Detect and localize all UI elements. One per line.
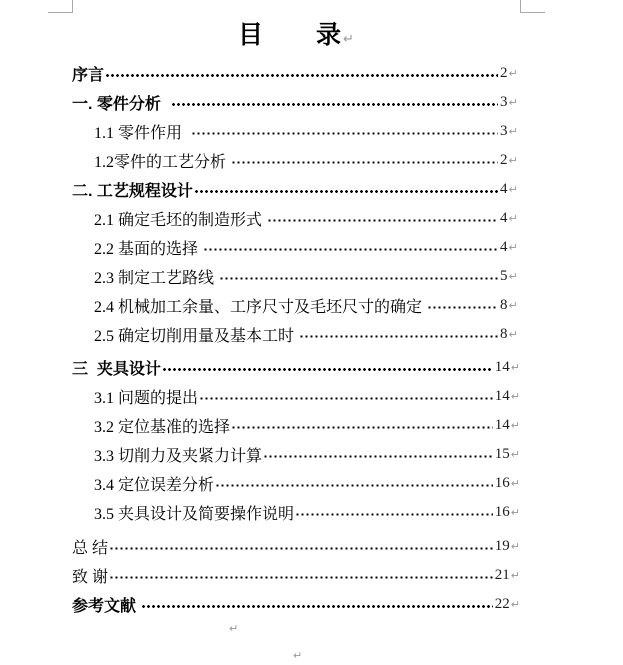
toc-title-row[interactable] (72, 18, 520, 52)
page-number-wrap (500, 210, 520, 227)
paragraph-mark-icon: ↵ (508, 328, 518, 341)
dot-leader (199, 382, 493, 411)
dot-leader (427, 291, 498, 320)
page-number: 16 (494, 475, 510, 491)
toc-entry[interactable] (72, 590, 520, 619)
page-number: 5 (500, 268, 508, 284)
page-number: 14 (494, 417, 510, 433)
toc-entry-label: 3.3 切削力及夹紧力计算 (94, 448, 263, 465)
toc-content (72, 18, 520, 619)
dot-leader (295, 498, 493, 527)
paragraph-mark-icon: ↵ (510, 361, 520, 374)
page-number: 14 (494, 388, 510, 404)
toc-entry[interactable] (72, 498, 520, 527)
page-number: 4 (500, 239, 508, 255)
page-number: 3 (500, 94, 508, 110)
dot-leader (109, 532, 493, 561)
page-number: 2 (500, 152, 508, 168)
dot-leader (267, 204, 498, 233)
page-number: 3 (500, 123, 508, 139)
page-number: 22 (494, 596, 510, 612)
paragraph-mark-icon: ↵ (343, 32, 354, 47)
paragraph-mark-icon: ↵ (293, 649, 303, 662)
dot-leader (105, 59, 498, 88)
page-number-wrap (495, 596, 520, 613)
page-number-wrap (495, 475, 520, 492)
page-number: 14 (494, 359, 510, 375)
toc-entry-label: 参考文献 (72, 598, 141, 615)
toc-entry-label: 致 谢 (72, 569, 109, 586)
page-number: 19 (494, 538, 510, 554)
toc-list (72, 59, 520, 619)
page-number-wrap (500, 65, 520, 82)
toc-entry-label: 序言 (72, 67, 105, 84)
toc-entry-label: 2.5 确定切削用量及基本工时 (94, 328, 299, 345)
toc-entry-label: 二. 工艺规程设计 (72, 183, 193, 200)
toc-entry[interactable] (72, 411, 520, 440)
dot-leader (109, 561, 493, 590)
toc-entry-label: 3.1 问题的提出 (94, 390, 199, 407)
toc-entry[interactable] (72, 262, 520, 291)
dot-leader (194, 175, 498, 204)
paragraph-mark-icon: ↵ (508, 270, 518, 283)
toc-entry[interactable] (72, 382, 520, 411)
paragraph-mark-icon: ↵ (508, 125, 518, 138)
page-number-wrap (500, 94, 520, 111)
paragraph-mark-icon: ↵ (510, 540, 520, 553)
page-number-wrap (500, 326, 520, 343)
toc-entry[interactable] (72, 59, 520, 88)
toc-entry-label: 1.1 零件作用 (94, 125, 191, 142)
page-number: 2 (500, 65, 508, 81)
dot-leader (231, 411, 493, 440)
toc-entry[interactable] (72, 88, 520, 117)
page-number-wrap (495, 567, 520, 584)
paragraph-mark-icon: ↵ (510, 477, 520, 490)
page-number: 16 (494, 504, 510, 520)
toc-entry-label: 2.3 制定工艺路线 (94, 270, 219, 287)
paragraph-mark-icon: ↵ (508, 67, 518, 80)
page-number-wrap (495, 359, 520, 376)
toc-entry[interactable] (72, 561, 520, 590)
toc-entry-label: 3.2 定位基准的选择 (94, 419, 231, 436)
toc-entry[interactable] (72, 204, 520, 233)
page-number-wrap (495, 538, 520, 555)
paragraph-mark-icon: ↵ (510, 569, 520, 582)
page-number: 4 (500, 210, 508, 226)
page-number-wrap (500, 152, 520, 169)
dot-leader (203, 233, 498, 262)
dot-leader (162, 353, 493, 382)
page-number-wrap (495, 504, 520, 521)
dot-leader (141, 590, 492, 619)
dot-leader (299, 320, 498, 349)
toc-entry[interactable] (72, 233, 520, 262)
paragraph-mark-icon: ↵ (508, 183, 518, 196)
toc-entry-label: 三 夹具设计 (72, 361, 161, 378)
page-number-wrap (495, 446, 520, 463)
margin-mark-top-right (520, 0, 545, 13)
dot-leader (231, 146, 498, 175)
paragraph-mark-icon: ↵ (510, 448, 520, 461)
page-number-wrap (495, 388, 520, 405)
page-number: 8 (500, 326, 508, 342)
page-number: 4 (500, 181, 508, 197)
toc-entry[interactable] (72, 117, 520, 146)
toc-entry[interactable] (72, 175, 520, 204)
toc-entry[interactable] (72, 146, 520, 175)
page-number-wrap (500, 181, 520, 198)
paragraph-mark-icon: ↵ (508, 154, 518, 167)
page-number-wrap (500, 268, 520, 285)
dot-leader (171, 88, 498, 117)
page-number: 21 (494, 567, 510, 583)
paragraph-mark-icon: ↵ (508, 212, 518, 225)
toc-entry-label: 2.2 基面的选择 (94, 241, 203, 258)
dot-leader (215, 469, 493, 498)
toc-entry-label: 3.5 夹具设计及简要操作说明 (94, 506, 295, 523)
page-number-wrap (500, 239, 520, 256)
paragraph-mark-icon: ↵ (508, 241, 518, 254)
toc-entry-label: 总 结 (72, 540, 109, 557)
page-number: 15 (494, 446, 510, 462)
paragraph-mark-icon: ↵ (510, 598, 520, 611)
paragraph-mark-icon: ↵ (510, 506, 520, 519)
toc-entry[interactable] (72, 440, 520, 469)
page-number-wrap (495, 417, 520, 434)
toc-entry[interactable] (72, 353, 520, 382)
dot-leader (263, 440, 493, 469)
paragraph-mark-icon: ↵ (229, 622, 239, 635)
toc-entry[interactable] (72, 320, 520, 349)
paragraph-mark-icon: ↵ (508, 96, 518, 109)
toc-entry[interactable] (72, 532, 520, 561)
paragraph-mark-icon: ↵ (510, 390, 520, 403)
dot-leader (219, 262, 498, 291)
toc-entry-label: 1.2零件的工艺分析 (94, 154, 231, 171)
margin-mark-top-left (48, 0, 73, 13)
toc-title: 目 录 (238, 21, 343, 49)
toc-entry-label: 3.4 定位误差分析 (94, 477, 215, 494)
toc-entry[interactable] (72, 469, 520, 498)
toc-entry-label: 一. 零件分析 (72, 96, 170, 113)
dot-leader (191, 117, 498, 146)
paragraph-mark-icon: ↵ (508, 299, 518, 312)
toc-entry-label: 2.1 确定毛坯的制造形式 (94, 212, 267, 229)
toc-entry-label: 2.4 机械加工余量、工序尺寸及毛坯尺寸的确定 (94, 299, 427, 316)
page-number-wrap (500, 123, 520, 140)
paragraph-mark-icon: ↵ (510, 419, 520, 432)
page-number: 8 (500, 297, 508, 313)
toc-entry[interactable] (72, 291, 520, 320)
page-number-wrap (500, 297, 520, 314)
